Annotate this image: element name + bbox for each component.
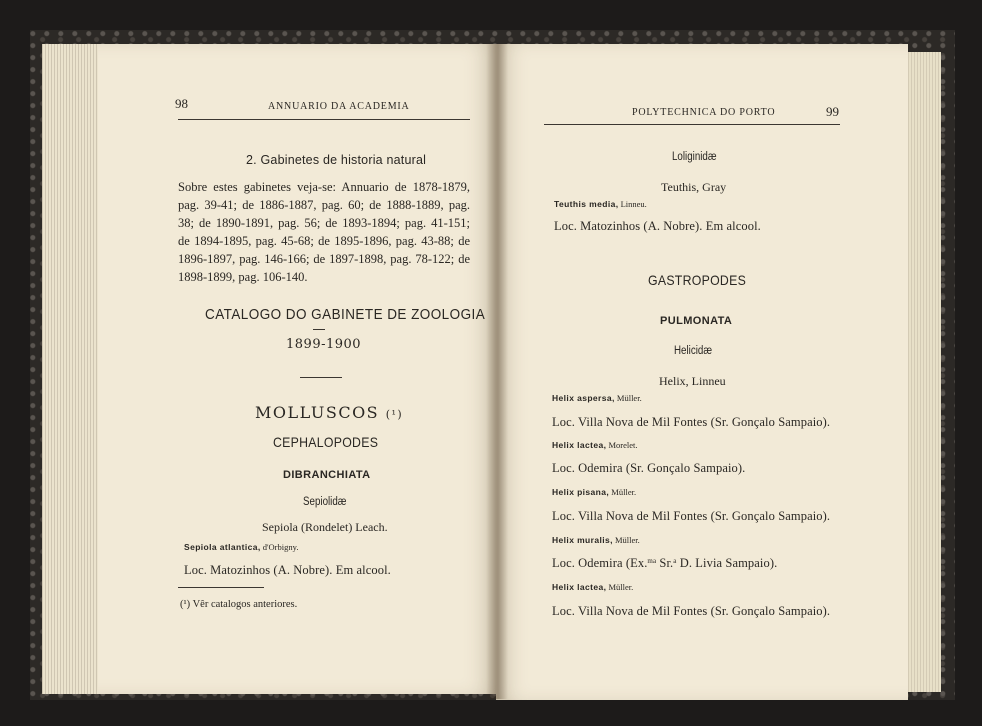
- paragraph-line: 38; de 1890-1891, pag. 56; de 1893-1894; pag. 41-151;: [178, 216, 470, 230]
- species-line: [552, 582, 633, 592]
- locality-text: Loc. Odemira (Ex.: [552, 556, 648, 570]
- page-number-right: 99: [826, 104, 839, 119]
- divider-rule: [300, 377, 342, 378]
- family-heading: Helicidæ: [674, 345, 713, 357]
- head-rule-right: [544, 124, 840, 125]
- locality-line: Loc. Odemira (Sr. Gonçalo Sampaio).: [552, 461, 746, 475]
- species-name: Teuthis media,: [554, 199, 619, 209]
- paragraph-line: de 1894-1895, pag. 45-68; de 1895-1896, pag. 43-88; de: [178, 234, 470, 248]
- species-name: Sepiola atlantica,: [184, 542, 261, 552]
- footnote-marker: (¹): [385, 408, 404, 421]
- locality-line: Loc. Matozinhos (A. Nobre). Em alcool.: [184, 563, 391, 577]
- genus-line: Sepiola (Rondelet) Leach.: [262, 520, 388, 534]
- species-author: Müller.: [608, 582, 634, 592]
- genus-line: Teuthis, Gray: [661, 180, 727, 194]
- species-author: Morelet.: [608, 440, 638, 450]
- right-page-edges: [905, 52, 941, 692]
- order-heading: PULMONATA: [660, 315, 733, 327]
- species-line: [552, 535, 640, 545]
- species-author: Müller.: [611, 487, 637, 497]
- locality-line: Loc. Villa Nova de Mil Fontes (Sr. Gonçalo Sampaio).: [552, 509, 831, 523]
- superscript: ma: [647, 557, 657, 565]
- footnote: (¹) Vêr catalogos anteriores.: [180, 599, 298, 610]
- species-author: d'Orbigny.: [262, 542, 299, 552]
- paragraph-line: 1898-1899, pag. 106-140.: [178, 270, 308, 284]
- left-page: [98, 44, 496, 694]
- locality-line: Loc. Matozinhos (A. Nobre). Em alcool.: [554, 219, 761, 233]
- left-page-edges: [42, 44, 102, 694]
- right-page: [496, 44, 908, 700]
- running-head-left: ANNUARIO DA ACADEMIA: [268, 101, 410, 112]
- locality-line: Loc. Villa Nova de Mil Fontes (Sr. Gonçalo Sampaio).: [552, 415, 831, 429]
- book-gutter: [486, 44, 508, 699]
- paragraph-line: 1896-1897, pag. 146-166; de 1897-1898, pag. 78-122; de: [178, 252, 470, 266]
- species-line: [184, 542, 298, 552]
- page-number-left: 98: [175, 96, 188, 111]
- paragraph-line: Sobre estes gabinetes veja-se: Annuario de 1878-1879,: [178, 180, 470, 194]
- species-author: Müller.: [616, 393, 642, 403]
- catalog-years: 1899-1900: [286, 337, 362, 352]
- species-name: Helix muralis,: [552, 535, 613, 545]
- phylum-name: MOLLUSCOS: [255, 403, 380, 422]
- species-author: Müller.: [615, 535, 640, 545]
- locality-line: Loc. Villa Nova de Mil Fontes (Sr. Gonçalo Sampaio).: [552, 604, 831, 618]
- species-line: [554, 199, 647, 209]
- family-heading: Sepiolidæ: [303, 496, 347, 508]
- species-name: Helix lactea,: [552, 440, 607, 450]
- class-heading: CEPHALOPODES: [273, 434, 379, 450]
- order-heading: DIBRANCHIATA: [283, 469, 371, 481]
- short-rule: [313, 329, 325, 330]
- paragraph-line: pag. 39-41; de 1886-1887, pag. 60; de 1888-1889, pag.: [178, 198, 470, 212]
- species-name: Helix lactea,: [552, 582, 607, 592]
- running-head-right: POLYTECHNICA DO PORTO: [632, 107, 776, 118]
- species-author: Linneu.: [620, 199, 647, 209]
- genus-line: Helix, Linneu: [659, 374, 726, 388]
- locality-text: Sr.: [656, 556, 674, 570]
- species-line: [552, 487, 636, 497]
- species-line: [552, 393, 642, 403]
- footnote-rule: [178, 587, 264, 588]
- species-name: Helix pisana,: [552, 487, 610, 497]
- species-line: [552, 440, 638, 450]
- catalog-title: CATALOGO DO GABINETE DE ZOOLOGIA: [205, 306, 486, 323]
- species-name: Helix aspersa,: [552, 393, 615, 403]
- references-paragraph: [178, 178, 470, 286]
- superscript: a: [673, 557, 677, 565]
- locality-text: D. Livia Sampaio).: [676, 556, 778, 570]
- family-heading: Loliginidæ: [672, 151, 717, 163]
- section-title: 2. Gabinetes de historia natural: [246, 153, 427, 167]
- head-rule-left: [178, 119, 470, 120]
- class-heading: GASTROPODES: [648, 272, 747, 288]
- phylum-heading: [255, 403, 403, 422]
- locality-line: [552, 556, 777, 571]
